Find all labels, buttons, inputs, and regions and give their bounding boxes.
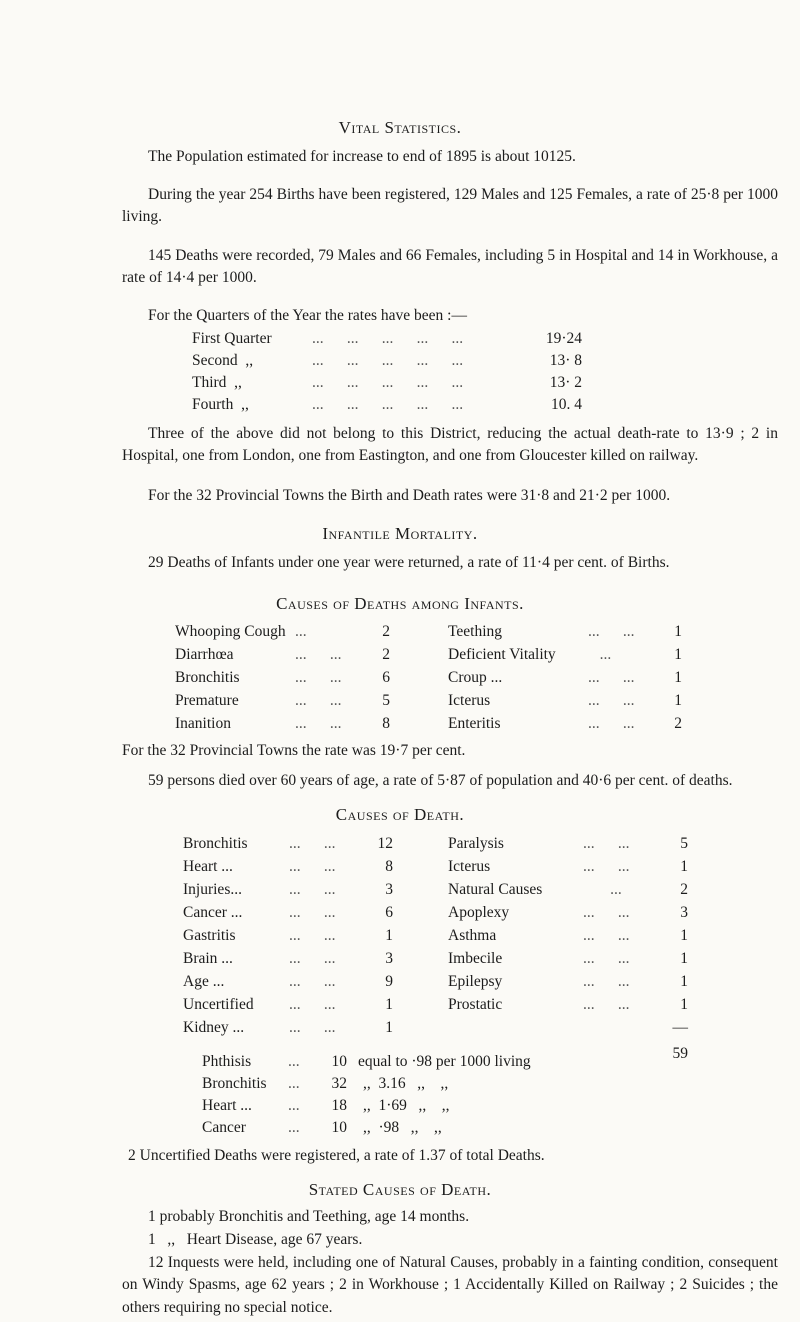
- cause-row: Natural Causes ... 2: [448, 879, 688, 901]
- quarter-row: Third ,, ... ... ... ... ... 13· 2: [192, 372, 592, 394]
- cause-row: Apoplexy ... ... 3: [448, 902, 688, 924]
- cause-label: Heart ...: [183, 858, 233, 875]
- cause-label: Bronchitis: [183, 835, 248, 852]
- infant-cause-value: 2: [382, 623, 390, 640]
- births-paragraph: During the year 254 Births have been registered, 129 Males and 125 Females, a rate of 25·8 per 1000 living.: [122, 186, 778, 226]
- infant-cause-label: Icterus: [448, 692, 491, 709]
- equal-text: ,, 3.16 ,, ,,: [363, 1075, 449, 1092]
- causes-heading: Causes of Death.: [335, 805, 465, 824]
- infant-cause-value: 1: [674, 692, 682, 709]
- cause-row: Imbecile ... ... 1: [448, 948, 688, 970]
- quarters-intro: For the Quarters of the Year the rates have been :—: [148, 307, 467, 324]
- equal-label: Heart ...: [202, 1097, 252, 1114]
- infantile-heading: Infantile Mortality.: [322, 524, 478, 543]
- infant-cause-row: Whooping Cough ... 2: [175, 621, 390, 643]
- infant-provincial-paragraph: For the 32 Provincial Towns the rate was 19·7 per cent.: [122, 742, 466, 759]
- uncertified-paragraph: 2 Uncertified Deaths were registered, a rate of 1.37 of total Deaths.: [128, 1147, 545, 1164]
- cause-label: Icterus: [448, 858, 491, 875]
- cause-value: 5: [680, 835, 688, 852]
- cause-value: 2: [680, 881, 688, 898]
- cause-label: Apoplexy: [448, 904, 510, 921]
- infant-cause-value: 5: [382, 692, 390, 709]
- infant-cause-value: 2: [382, 646, 390, 663]
- cause-value: 1: [680, 950, 688, 967]
- infant-cause-label: Teething: [448, 623, 503, 640]
- cause-row: Bronchitis ... ... 12: [183, 833, 393, 855]
- equal-label: Cancer: [202, 1119, 246, 1136]
- infant-cause-row: Deficient Vitality ... 1: [448, 644, 682, 666]
- equal-label: Bronchitis: [202, 1075, 267, 1092]
- causes-total-rule: —: [672, 1019, 688, 1036]
- equal-text: equal to ·98 per 1000 living: [358, 1053, 531, 1070]
- cause-value: 1: [680, 858, 688, 875]
- equal-label: Phthisis: [202, 1053, 252, 1070]
- equal-value: 18: [331, 1097, 347, 1114]
- population-paragraph: The Population estimated for increase to end of 1895 is about 10125.: [148, 148, 576, 165]
- quarter-label: Second ,,: [192, 352, 254, 369]
- equal-value: 32: [331, 1075, 347, 1092]
- infant-cause-row: Icterus ... ... 1: [448, 690, 682, 712]
- cause-label: Natural Causes: [448, 881, 543, 898]
- cause-row: Kidney ... ... ... 1: [183, 1017, 393, 1039]
- stated-cause-2: 1 ,, Heart Disease, age 67 years.: [148, 1231, 363, 1248]
- cause-row: Epilepsy ... ... 1: [448, 971, 688, 993]
- stated-cause-1: 1 probably Bronchitis and Teething, age 14 months.: [148, 1208, 470, 1225]
- infant-cause-value: 1: [674, 669, 682, 686]
- document-page: Vital Statistics. The Population estimated for increase to end of 1895 is about 10125. During the year 254 Births have been registered, 129 Males and 125 Females, a rate of 25·8 per 1000 living. 145 Deaths were recorded, 79 Males and 66 Females, including 5 in Hospital and 14 in Workhouse, a rate of 14·4 per 1000. For the Quarters of the Year the rates have been :— First Quarter ... ... ... ... ... 19·24 Second ,, ... ... ... ... ... 13· 8 Third ,, ... ... ... ... ... 13· 2 Fourth ,, ... ... ... ... ... 10. 4 Three of the above did not belong to this District, reducing the actual death-rate to 13·9 ; 2 in Hospital, one from London, one from Eastington, and one from Gloucester killed on railway. For the 32 Provincial Towns the Birth and Death rates were 31·8 and 21·2 per 1000. Infantile Mortality. 29 Deaths of Infants under one year were returned, a rate of 11·4 per cent. of Births. Causes of Deaths among Infants. Whooping Cough ... 2 Diarrhœa ... ... 2 Bronchitis ... ... 6 Premature ... ... 5 Inanition ... ... 8 Teething ... ... 1 Deficient Vitality ... 1 Croup ... ... ... 1 Icterus ... ... 1 Enteritis ... ... 2 For the 32 Provincial Towns the rate was 19·7 per cent. 59 persons died over 60 years of age, a rate of 5·87 of population and 40·6 per cent. of deaths. Causes of Death. Bronchitis ... ... 12 Heart ... ... ... 8 Injuries... ... ... 3 Cancer ... ... ... 6 Gastritis ... ... 1 Brain ... ... ... 3 Age ... ... ... 9 Uncertified ... ... 1 Kidney ... ... ... 1 Paralysis ... ... 5 Icterus ... ... 1 Natural Causes ... 2 Apoplexy ... ... 3 Asthma ... ... 1 Imbecile ... ... 1 Epilepsy ... ... 1 Prostatic ... ... 1 — 59 Phthisis ... 10 equal to ·98 per 1000 living Bronchitis ... 32 ,, 3.16 ,, ,, Heart ... ... 18 ,, 1·69 ,, ,, Cancer ... 10 ,, ·98 ,, ,, 2 Uncertified Deaths were registered, a rate of 1.37 of total Deaths. Stated Causes of Death. 1 probably Bronchitis and Teething, age 14 months. 1 ,, Heart Disease, age 67 years. 12 Inquests were held, including one of Natural Causes, probably in a fainting condition, consequent on Windy Spasms, age 62 years ; 2 in Workhouse ; 1 Accidentally Killed on Railway ; 2 Suicides ; the others requiring no special notice.: [0, 0, 800, 1322]
- infant-cause-label: Deficient Vitality: [448, 646, 556, 663]
- equal-text: ,, 1·69 ,, ,,: [363, 1097, 450, 1114]
- infant-cause-row: Teething ... ... 1: [448, 621, 682, 643]
- quarter-row: Second ,, ... ... ... ... ... 13· 8: [192, 350, 592, 372]
- infant-cause-row: Croup ... ... ... 1: [448, 667, 682, 689]
- infant-cause-label: Premature: [175, 692, 239, 709]
- infant-cause-value: 2: [674, 715, 682, 732]
- infant-cause-row: Diarrhœa ... ... 2: [175, 644, 390, 666]
- causes-total: 59: [672, 1045, 688, 1062]
- infant-cause-label: Enteritis: [448, 715, 501, 732]
- equal-text: ,, ·98 ,, ,,: [363, 1119, 442, 1136]
- cause-row: Heart ... ... ... 8: [183, 856, 393, 878]
- cause-value: 9: [385, 973, 393, 990]
- infant-cause-value: 6: [382, 669, 390, 686]
- stated-cause-3: 12 Inquests were held, including one of Natural Causes, probably in a fainting condition, consequent on Windy Spasms, age 62 years ; 2 in Workhouse ; 1 Accidentally Killed on Railway ; 2 Suicides ; the others requiring no special notice.: [122, 1254, 778, 1316]
- infant-cause-label: Inanition: [175, 715, 231, 732]
- cause-label: Epilepsy: [448, 973, 503, 990]
- cause-value: 8: [385, 858, 393, 875]
- infant-cause-row: Inanition ... ... 8: [175, 713, 390, 735]
- deaths-paragraph: 145 Deaths were recorded, 79 Males and 66 Females, including 5 in Hospital and 14 in Workhouse, a rate of 14·4 per 1000.: [122, 247, 778, 287]
- cause-label: Kidney ...: [183, 1019, 245, 1036]
- infant-cause-value: 1: [674, 646, 682, 663]
- infant-cause-label: Whooping Cough: [175, 623, 286, 640]
- cause-label: Age ...: [183, 973, 225, 990]
- page-title: Vital Statistics.: [338, 118, 462, 137]
- infant-deaths-paragraph: 29 Deaths of Infants under one year were returned, a rate of 11·4 per cent. of Births.: [148, 554, 670, 571]
- cause-value: 12: [377, 835, 393, 852]
- cause-label: Injuries...: [183, 881, 242, 898]
- quarter-value: 10. 4: [551, 396, 582, 413]
- cause-row: Prostatic ... ... 1: [448, 994, 688, 1016]
- cause-value: 1: [680, 996, 688, 1013]
- infant-causes-heading: Causes of Deaths among Infants.: [276, 594, 524, 613]
- cause-value: 1: [680, 927, 688, 944]
- cause-label: Gastritis: [183, 927, 236, 944]
- infant-cause-row: Enteritis ... ... 2: [448, 713, 682, 735]
- quarter-value: 19·24: [545, 330, 582, 347]
- quarter-label: Third ,,: [192, 374, 242, 391]
- stated-causes-heading: Stated Causes of Death.: [308, 1180, 492, 1199]
- equal-value: 10: [331, 1053, 347, 1070]
- cause-row: Icterus ... ... 1: [448, 856, 688, 878]
- cause-label: Prostatic: [448, 996, 503, 1013]
- cause-value: 6: [385, 904, 393, 921]
- cause-row: Asthma ... ... 1: [448, 925, 688, 947]
- cause-value: 3: [385, 950, 393, 967]
- cause-value: 3: [385, 881, 393, 898]
- infant-cause-value: 1: [674, 623, 682, 640]
- quarter-label: Fourth ,,: [192, 396, 249, 413]
- cause-label: Cancer ...: [183, 904, 243, 921]
- provincial-paragraph: For the 32 Provincial Towns the Birth and Death rates were 31·8 and 21·2 per 1000.: [148, 487, 671, 504]
- quarter-row: Fourth ,, ... ... ... ... ... 10. 4: [192, 394, 592, 416]
- cause-row: Injuries... ... ... 3: [183, 879, 393, 901]
- infant-cause-label: Diarrhœa: [175, 646, 234, 663]
- equal-value: 10: [331, 1119, 347, 1136]
- infant-cause-row: Bronchitis ... ... 6: [175, 667, 390, 689]
- cause-row: Paralysis ... ... 5: [448, 833, 688, 855]
- cause-label: Brain ...: [183, 950, 233, 967]
- infant-cause-row: Premature ... ... 5: [175, 690, 390, 712]
- quarter-label: First Quarter: [192, 330, 272, 347]
- cause-row: Uncertified ... ... 1: [183, 994, 393, 1016]
- cause-value: 1: [385, 1019, 393, 1036]
- infant-cause-label: Bronchitis: [175, 669, 240, 686]
- cause-row: Brain ... ... ... 3: [183, 948, 393, 970]
- quarter-value: 13· 2: [549, 374, 582, 391]
- cause-value: 1: [385, 927, 393, 944]
- quarter-row: First Quarter ... ... ... ... ... 19·24: [192, 328, 592, 350]
- cause-row: Age ... ... ... 9: [183, 971, 393, 993]
- cause-value: 1: [385, 996, 393, 1013]
- over-sixty-paragraph: 59 persons died over 60 years of age, a rate of 5·87 of population and 40·6 per cent. of deaths.: [148, 772, 733, 789]
- cause-label: Imbecile: [448, 950, 503, 967]
- quarter-value: 13· 8: [549, 352, 582, 369]
- cause-row: Gastritis ... ... 1: [183, 925, 393, 947]
- cause-value: 3: [680, 904, 688, 921]
- cause-label: Paralysis: [448, 835, 504, 852]
- infant-cause-value: 8: [382, 715, 390, 732]
- non-district-paragraph: Three of the above did not belong to this District, reducing the actual death-rate to 13·9 ; 2 in Hospital, one from London, one from Eastington, and one from Gloucester killed on railway.: [122, 425, 778, 465]
- infant-cause-label: Croup ...: [448, 669, 503, 686]
- cause-value: 1: [680, 973, 688, 990]
- cause-label: Uncertified: [183, 996, 254, 1013]
- cause-label: Asthma: [448, 927, 497, 944]
- cause-row: Cancer ... ... ... 6: [183, 902, 393, 924]
